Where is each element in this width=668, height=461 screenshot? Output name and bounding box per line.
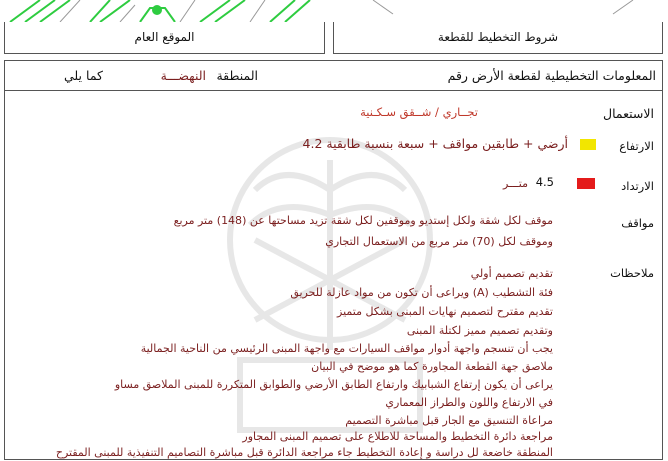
note-line: ملاصق جهة القطعة المجاورة كما هو موضح في البيان <box>311 360 553 373</box>
setback-unit: متـــر <box>503 177 528 190</box>
as-follows-text: كما يلي <box>64 68 103 83</box>
conditions-caption: شروط التخطيط للقطعة <box>437 30 559 44</box>
note-line: في الارتفاع واللون والطراز المعماري <box>385 396 553 409</box>
area-label: المنطقة <box>216 68 258 83</box>
note-line: مراجعة دائرة التخطيط والمساحة للاطلاع على تصميم المبنى المجاور <box>242 430 553 443</box>
note-line: تقديم تصميم أولي <box>470 267 553 280</box>
height-swatch <box>580 139 596 150</box>
usage-value: تجــاري / شــقق سـكـنية <box>360 105 478 119</box>
note-line: يجب أن تنسجم واجهة أدوار مواقف السيارات مع واجهة المبنى الرئيسي من الناحية الجمالية <box>140 342 553 355</box>
header-title: المعلومات التخطيطية لقطعة الأرض رقم <box>447 68 656 83</box>
note-line: فئة التشطيب (A) ويراعى أن تكون من مواد عازلة للحريق <box>290 286 553 299</box>
site-map <box>0 0 325 22</box>
area-value: النهضـــة <box>160 68 206 83</box>
note-line: المنطقة خاضعة لل دراسة و إعادة التخطيط جاء مراجعة الدائرة قبل مباشرة التصاميم التنفيذية للمبنى المقترح <box>55 446 553 459</box>
setback-value: 4.5 <box>535 175 554 189</box>
conditions-panel <box>333 0 663 22</box>
note-line: تقديم مقترح لتصميم نهايات المبنى بشكل متميز <box>337 305 553 318</box>
usage-label: الاستعمال <box>603 106 654 121</box>
site-map-graphic <box>0 0 325 22</box>
setback-label: الارتداد <box>621 179 654 193</box>
parking-label: مواقف <box>621 216 654 230</box>
parking-line: موقف لكل شقة ولكل إستديو وموقفين لكل شقة تزيد مساحتها عن (148) متر مربع <box>173 214 553 227</box>
header-divider <box>4 90 663 91</box>
height-value: أرضي + طابقين مواقف + سبعة بنسبة طابقية 4.2 <box>302 136 568 151</box>
setback-swatch <box>577 178 595 189</box>
height-label: الارتفاع <box>619 139 654 153</box>
parking-line: وموقف لكل (70) متر مربع من الاستعمال التجاري <box>325 235 553 248</box>
note-line: يراعى أن يكون إرتفاع الشبابيك وارتفاع الطابق الأرضي والطوابق المتكررة للمبنى الملاصق مساو <box>114 378 553 391</box>
conditions-graphic <box>333 0 663 22</box>
note-line: مراعاة التنسيق مع الجار قبل مباشرة التصميم <box>345 414 553 427</box>
note-line: وتقديم تصميم مميز لكتلة المبنى <box>406 324 553 337</box>
notes-label: ملاحظات <box>610 266 654 280</box>
map-caption: الموقع العام <box>134 30 195 44</box>
